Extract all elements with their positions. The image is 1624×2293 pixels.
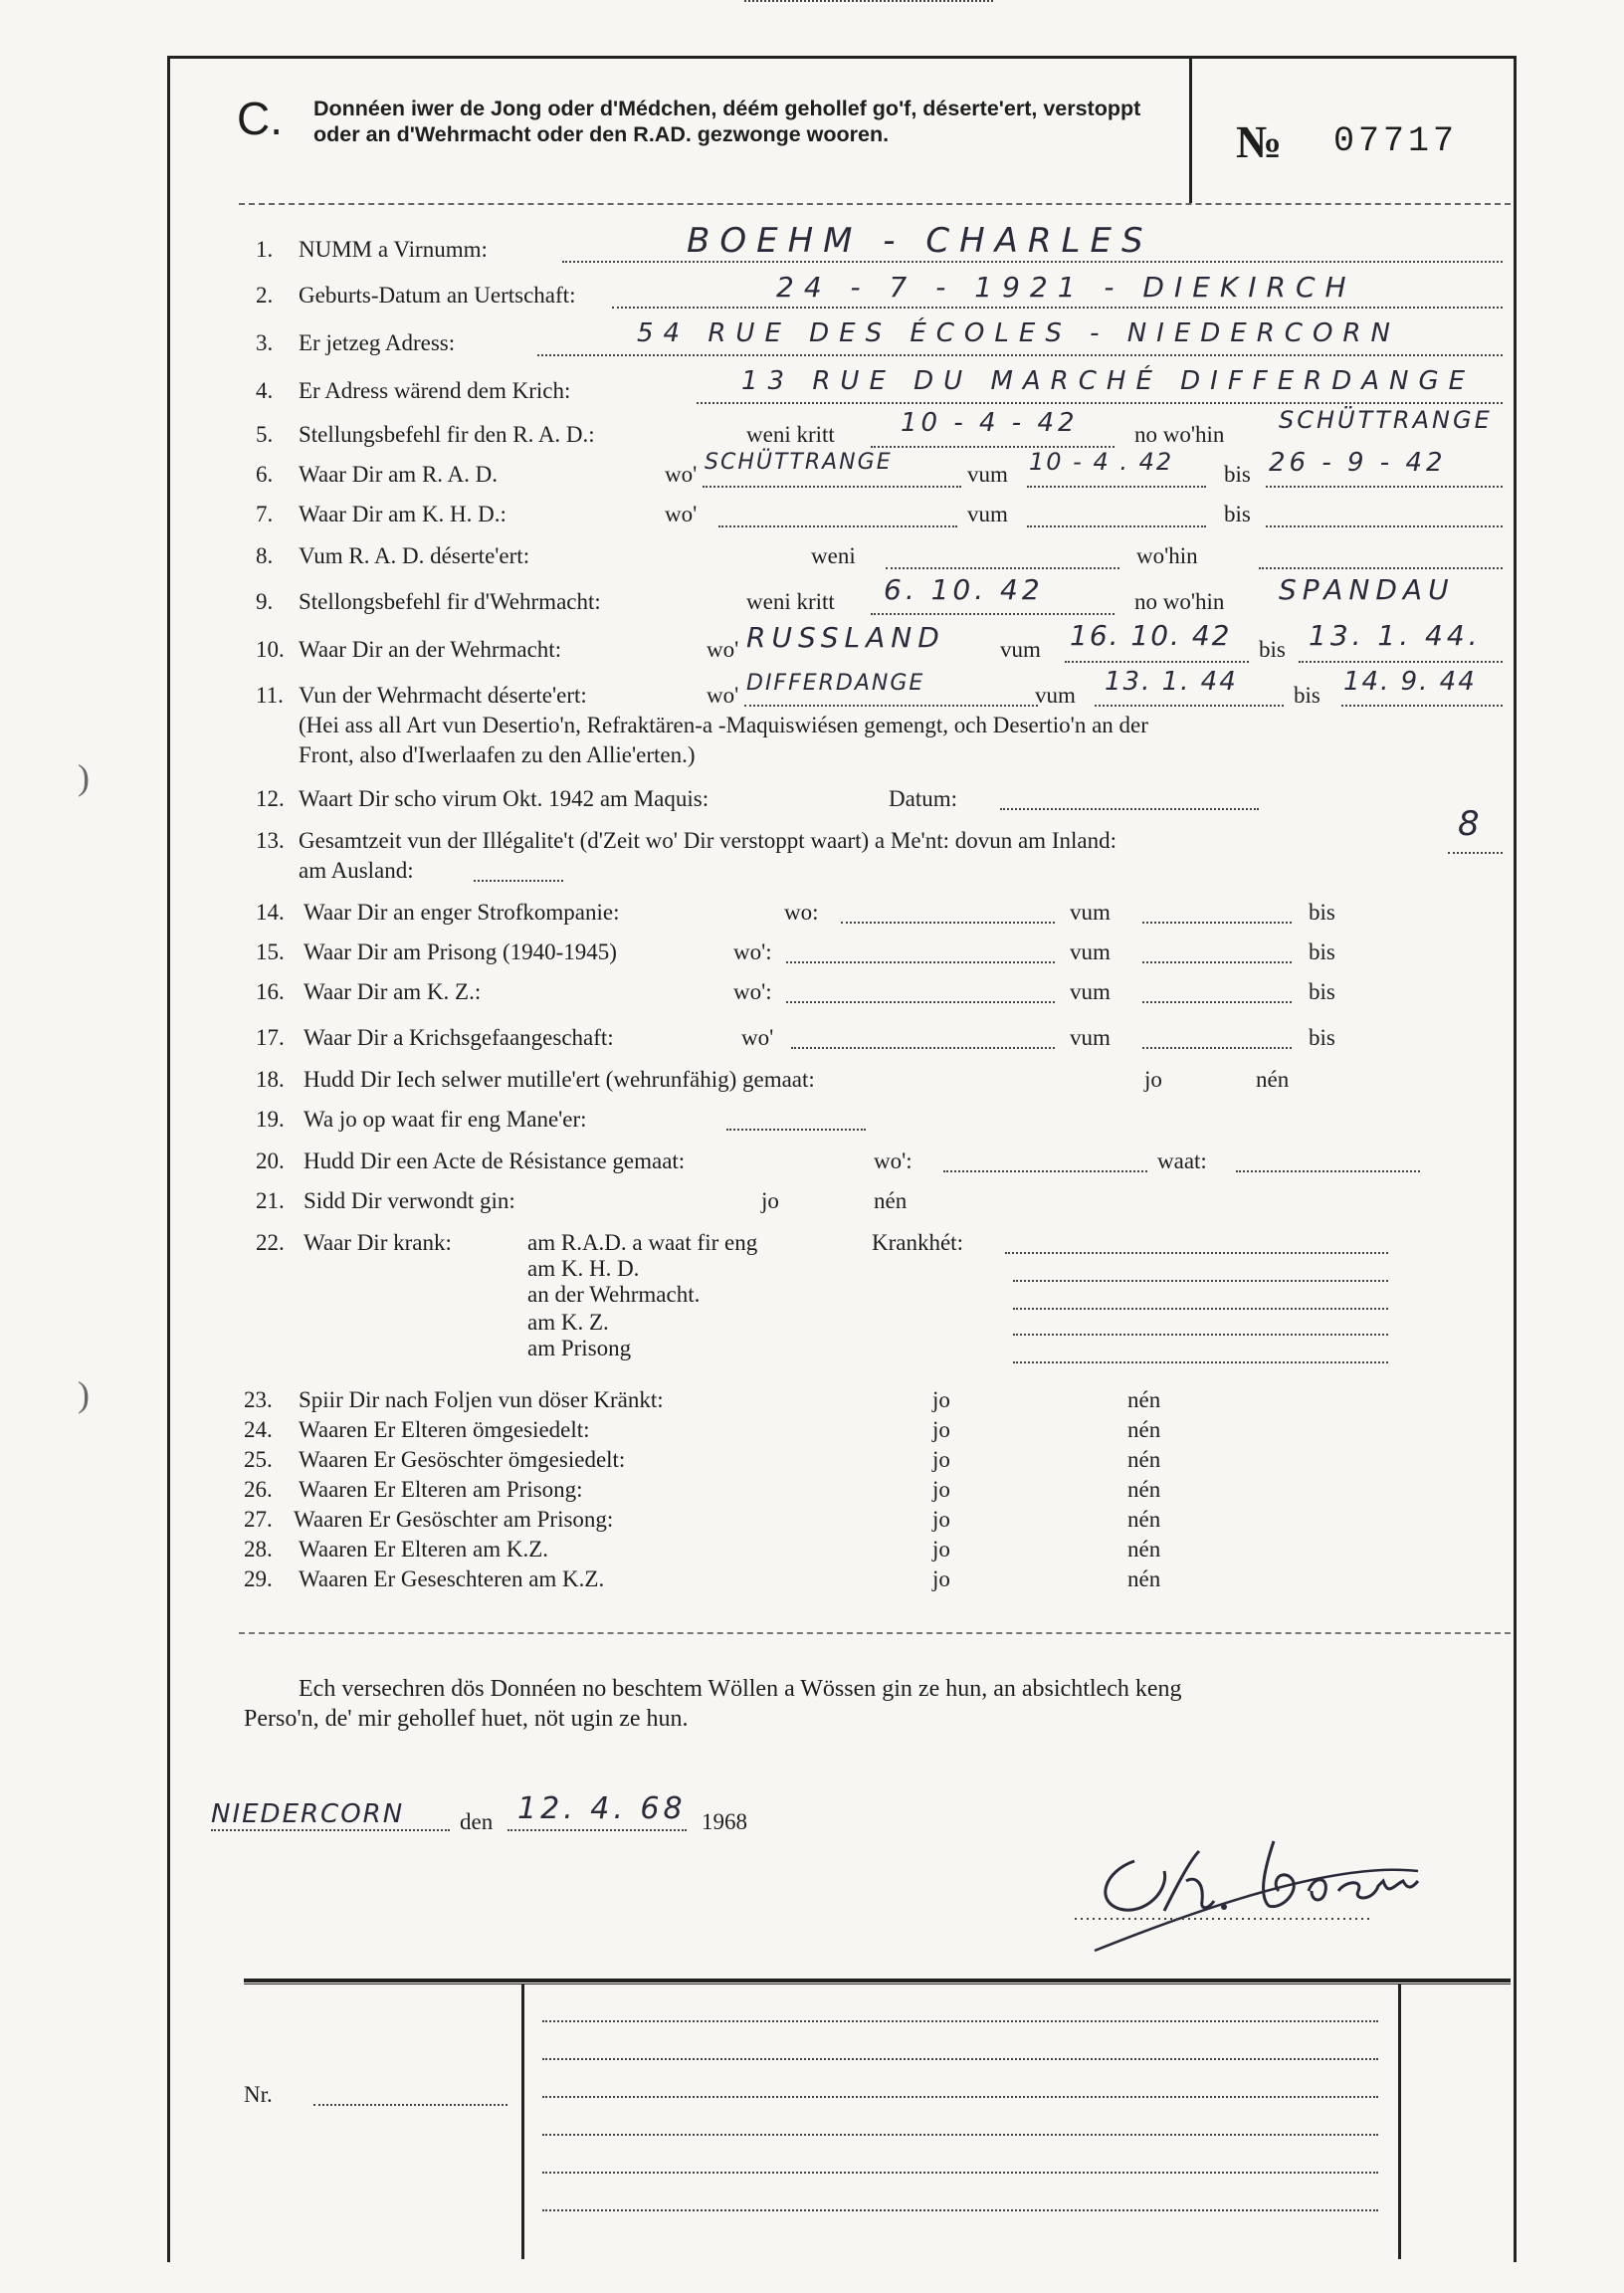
ill-sub-prison: am Prisong <box>527 1336 632 1360</box>
fill-line <box>542 2058 1378 2060</box>
fill-line <box>703 486 961 488</box>
fill-line <box>697 402 1503 404</box>
row-number: 29. <box>244 1566 273 1591</box>
field-label-parents-prison: Waaren Er Elteren am Prisong: <box>299 1477 583 1502</box>
field-label-siblings-prison: Waaren Er Gesöschter am Prisong: <box>294 1507 614 1532</box>
binder-hole-mark: ) <box>78 757 90 797</box>
bis-label: bis <box>1259 637 1286 662</box>
bottom-rule <box>244 1979 1511 1982</box>
fill-line <box>1259 567 1503 569</box>
form-number: 07717 <box>1333 121 1459 161</box>
wohin-label: no wo'hin <box>1134 589 1225 614</box>
fill-line <box>1000 808 1259 810</box>
row-number: 9. <box>256 589 274 614</box>
fill-line <box>886 567 1119 569</box>
field-label-parents-resettled: Waaren Er Elteren ömgesiedelt: <box>299 1417 590 1442</box>
ill-sub-wehrmacht: an der Wehrmacht. <box>527 1282 701 1307</box>
field-label-self-mutilation: Hudd Dir Iech selwer mutille'ert (wehrunfähig) gemaat: <box>304 1067 815 1092</box>
row-number: 2. <box>256 283 274 308</box>
value-rad-place: SCHÜTTRANGE <box>705 450 893 475</box>
krankhet-label: Krankhét: <box>872 1230 963 1255</box>
bis-label: bis <box>1224 502 1251 526</box>
field-label-pow: Waar Dir a Krichsgefaangeschaft: <box>304 1025 614 1050</box>
option-nen[interactable]: nén <box>1127 1507 1161 1532</box>
row-number: 14. <box>256 900 285 925</box>
row-number: 3. <box>256 330 274 355</box>
field-label-rad: Waar Dir am R. A. D. <box>299 462 498 487</box>
vum-label: vum <box>1070 1025 1111 1050</box>
ausland-label: am Ausland: <box>299 858 414 883</box>
field-label-khd: Waar Dir am K. H. D.: <box>299 502 507 526</box>
fill-line <box>1448 852 1503 854</box>
wo-label: wo' <box>741 1025 774 1050</box>
section-title: Donnéen iwer de Jong oder d'Médchen, déém gehollef go'f, déserte'ert, verstoppt oder an d'Wehrmacht oder den R.AD. gezwonge wooren. <box>313 97 1141 146</box>
value-desert-place: DIFFERDANGE <box>746 671 925 696</box>
fill-line <box>791 1047 1055 1049</box>
value-war-address: 13 RUE DU MARCHÉ DIFFERDANGE <box>741 366 1476 396</box>
wo-label: wo: <box>784 900 819 925</box>
option-nen[interactable]: nén <box>1127 1566 1161 1591</box>
vum-label: vum <box>1070 900 1111 925</box>
fill-line <box>537 354 1503 356</box>
fill-line <box>1142 1001 1292 1003</box>
value-rad-from: 10 - 4 . 42 <box>1029 448 1174 476</box>
fill-line <box>1013 1334 1388 1336</box>
vum-label: vum <box>967 502 1008 526</box>
fill-line <box>474 880 563 882</box>
signing-place: NIEDERCORN <box>211 1799 405 1829</box>
fill-line <box>508 1829 687 1831</box>
field-label-war-address: Er Adress wärend dem Krich: <box>299 378 571 403</box>
signing-year: 1968 <box>702 1809 747 1834</box>
fill-line <box>1013 1361 1388 1363</box>
nr-label: Nr. <box>244 2082 273 2107</box>
datum-label: Datum: <box>889 786 957 811</box>
value-birth: 24 - 7 - 1921 - DIEKIRCH <box>776 271 1356 304</box>
fill-line <box>1341 705 1503 707</box>
field-label-consequences: Spiir Dir nach Foljen vun döser Kränkt: <box>299 1387 664 1412</box>
fill-line <box>542 2096 1378 2098</box>
vum-label: vum <box>1000 637 1041 662</box>
fill-line <box>1142 961 1292 963</box>
fill-line <box>786 961 1055 963</box>
option-nen[interactable]: nén <box>874 1188 908 1213</box>
number-sign: № <box>1236 116 1283 167</box>
value-name: BOEHM - CHARLES <box>687 221 1153 261</box>
row-number: 7. <box>256 502 274 526</box>
row-number: 22. <box>256 1230 285 1255</box>
value-wehrmacht-order-place: SPANDAU <box>1279 573 1455 606</box>
section-letter: C. <box>237 93 283 144</box>
desertion-note: (Hei ass all Art vun Desertio'n, Refraktären-a -Maquiswiésen gemengt, och Desertio'n an der <box>299 713 1148 737</box>
value-wehrmacht-place: RUSSLAND <box>746 621 945 654</box>
field-label-rad-desert: Vum R. A. D. déserte'ert: <box>299 543 530 568</box>
fill-line <box>1027 525 1206 527</box>
bis-label: bis <box>1309 900 1335 925</box>
fill-line <box>1266 486 1503 488</box>
option-nen[interactable]: nén <box>1127 1447 1161 1472</box>
fill-line <box>1142 1047 1292 1049</box>
ill-sub-kz: am K. Z. <box>527 1310 609 1335</box>
fill-line <box>744 0 993 2</box>
fill-line <box>841 922 1055 924</box>
fill-line <box>1299 661 1503 663</box>
field-label-birth: Geburts-Datum an Uertschaft: <box>299 283 576 308</box>
row-number: 4. <box>256 378 274 403</box>
option-jo[interactable]: jo <box>932 1417 950 1442</box>
row-number: 18. <box>256 1067 285 1092</box>
fill-line <box>1095 705 1284 707</box>
row-number: 5. <box>256 422 274 447</box>
option-jo[interactable]: jo <box>932 1566 950 1591</box>
vum-label: vum <box>1070 939 1111 964</box>
fill-line <box>744 705 1038 707</box>
field-label-wehrmacht: Waar Dir an der Wehrmacht: <box>299 637 562 662</box>
fill-line <box>1236 1170 1420 1172</box>
option-jo[interactable]: jo <box>932 1477 950 1502</box>
value-desert-to: 14. 9. 44 <box>1343 667 1477 697</box>
table-divider <box>521 1984 524 2259</box>
fill-line <box>1013 1280 1388 1282</box>
row-number: 15. <box>256 939 285 964</box>
declaration-line-1: Ech versechren dös Donnéen no beschtem Wöllen a Wössen gin ze hun, an absichtlech keng <box>299 1676 1182 1702</box>
table-divider <box>1398 1984 1401 2259</box>
bis-label: bis <box>1224 462 1251 487</box>
section-divider <box>239 1632 1511 1634</box>
wo-label: wo': <box>733 979 772 1004</box>
field-label-rad-order: Stellungsbefehl fir den R. A. D.: <box>299 422 595 447</box>
row-number: 24. <box>244 1417 273 1442</box>
wo-label: wo': <box>733 939 772 964</box>
weni-label: weni <box>811 543 856 568</box>
fill-line <box>562 261 1503 263</box>
field-label-resistance: Hudd Dir een Acte de Résistance gemaat: <box>304 1148 686 1173</box>
wo-label: wo' <box>707 637 739 662</box>
row-number: 12. <box>256 786 285 811</box>
value-wehrmacht-to: 13. 1. 44. <box>1309 619 1482 652</box>
field-label-kz: Waar Dir am K. Z.: <box>304 979 482 1004</box>
field-label-manner: Wa jo op waat fir eng Mane'er: <box>304 1107 587 1132</box>
fill-line <box>1027 486 1206 488</box>
row-number: 25. <box>244 1447 273 1472</box>
ill-sub-rad: am R.A.D. a waat fir eng <box>527 1230 758 1255</box>
option-jo[interactable]: jo <box>932 1507 950 1532</box>
row-number: 19. <box>256 1107 285 1132</box>
row-number: 21. <box>256 1188 285 1213</box>
field-label-wounded: Sidd Dir verwondt gin: <box>304 1188 515 1213</box>
value-address: 54 RUE DES ÉCOLES - NIEDERCORN <box>637 318 1400 348</box>
wo-label: wo' <box>707 683 739 708</box>
header-separator <box>239 203 1511 205</box>
value-wehrmacht-from: 16. 10. 42 <box>1070 619 1232 652</box>
field-label-siblings-kz: Waaren Er Geseschteren am K.Z. <box>299 1566 605 1591</box>
fill-line <box>1065 661 1249 663</box>
bis-label: bis <box>1309 1025 1335 1050</box>
fill-line <box>313 2104 508 2106</box>
field-label-address: Er jetzeg Adress: <box>299 330 456 355</box>
fill-line <box>542 2209 1378 2211</box>
row-number: 23. <box>244 1387 273 1412</box>
bis-label: bis <box>1309 939 1335 964</box>
binder-hole-mark: ) <box>78 1374 90 1414</box>
fill-line <box>718 525 957 527</box>
row-number: 26. <box>244 1477 273 1502</box>
field-label-penal-company: Waar Dir an enger Strofkompanie: <box>304 900 620 925</box>
weni-kritt-label: weni kritt <box>746 422 835 447</box>
field-label-desert: Vun der Wehrmacht déserte'ert: <box>299 683 587 708</box>
wo-label: wo' <box>665 502 698 526</box>
option-nen[interactable]: nén <box>1127 1417 1161 1442</box>
wo-label: wo': <box>874 1148 913 1173</box>
desertion-note: Front, also d'Iwerlaafen zu den Allie'erten.) <box>299 742 696 767</box>
value-rad-order-date: 10 - 4 - 42 <box>901 408 1079 438</box>
ill-sub-khd: am K. H. D. <box>527 1256 640 1281</box>
fill-line <box>1005 1252 1388 1254</box>
den-label: den <box>460 1809 494 1834</box>
option-nen[interactable]: nén <box>1127 1387 1161 1412</box>
field-label-siblings-resettled: Waaren Er Gesöschter ömgesiedelt: <box>299 1447 626 1472</box>
fill-line <box>1142 922 1292 924</box>
option-nen[interactable]: nén <box>1256 1067 1290 1092</box>
fill-line <box>726 1129 866 1131</box>
option-nen[interactable]: nén <box>1127 1477 1161 1502</box>
value-inland-months: 8 <box>1458 804 1490 844</box>
fill-line <box>786 1001 1055 1003</box>
signature <box>1075 1791 1473 1971</box>
wohin-label: wo'hin <box>1136 543 1198 568</box>
wohin-label: no wo'hin <box>1134 422 1225 447</box>
field-label-prison: Waar Dir am Prisong (1940-1945) <box>304 939 617 964</box>
header-divider <box>1189 56 1192 203</box>
row-number: 8. <box>256 543 274 568</box>
wo-label: wo' <box>665 462 698 487</box>
value-desert-from: 13. 1. 44 <box>1105 667 1238 697</box>
value-wehrmacht-order-date: 6. 10. 42 <box>884 573 1044 606</box>
field-label-parents-kz: Waaren Er Elteren am K.Z. <box>299 1537 549 1562</box>
vum-label: vum <box>1035 683 1076 708</box>
row-number: 17. <box>256 1025 285 1050</box>
row-number: 10. <box>256 637 285 662</box>
bis-label: bis <box>1309 979 1335 1004</box>
fill-line <box>1266 525 1503 527</box>
declaration-line-2: Perso'n, de' mir gehollef huet, nöt ugin ze hun. <box>244 1706 689 1732</box>
fill-line <box>211 1829 450 1831</box>
weni-kritt-label: weni kritt <box>746 589 835 614</box>
field-label-name: NUMM a Virnumm: <box>299 237 488 262</box>
option-nen[interactable]: nén <box>1127 1537 1161 1562</box>
vum-label: vum <box>967 462 1008 487</box>
vum-label: vum <box>1070 979 1111 1004</box>
row-number: 6. <box>256 462 274 487</box>
row-number: 11. <box>256 683 284 708</box>
field-label-illegality: Gesamtzeit vun der Illégalite't (d'Zeit wo' Dir verstoppt waart) a Me'nt: dovun am Inland: <box>299 828 1116 853</box>
value-rad-order-place: SCHÜTTRANGE <box>1279 406 1493 434</box>
fill-line <box>542 2134 1378 2136</box>
signing-date: 12. 4. 68 <box>517 1791 687 1826</box>
bis-label: bis <box>1294 683 1320 708</box>
fill-line <box>542 2020 1378 2022</box>
fill-line <box>542 2172 1378 2174</box>
field-label-ill: Waar Dir krank: <box>304 1230 452 1255</box>
field-label-wehrmacht-order: Stellongsbefehl fir d'Wehrmacht: <box>299 589 601 614</box>
fill-line <box>1013 1308 1388 1310</box>
row-number: 1. <box>256 237 274 262</box>
bottom-rule-thin <box>244 1983 1511 1984</box>
fill-line <box>943 1170 1147 1172</box>
waat-label: waat: <box>1157 1148 1207 1173</box>
option-jo[interactable]: jo <box>1144 1067 1162 1092</box>
row-number: 16. <box>256 979 285 1004</box>
fill-line <box>871 613 1115 615</box>
value-rad-to: 26 - 9 - 42 <box>1269 448 1447 478</box>
row-number: 27. <box>244 1507 273 1532</box>
row-number: 20. <box>256 1148 285 1173</box>
option-jo[interactable]: jo <box>932 1387 950 1412</box>
row-number: 13. <box>256 828 285 853</box>
row-number: 28. <box>244 1537 273 1562</box>
fill-line <box>612 307 1503 309</box>
option-jo[interactable]: jo <box>761 1188 779 1213</box>
option-jo[interactable]: jo <box>932 1447 950 1472</box>
field-label-maquis: Waart Dir scho virum Okt. 1942 am Maquis: <box>299 786 710 811</box>
option-jo[interactable]: jo <box>932 1537 950 1562</box>
